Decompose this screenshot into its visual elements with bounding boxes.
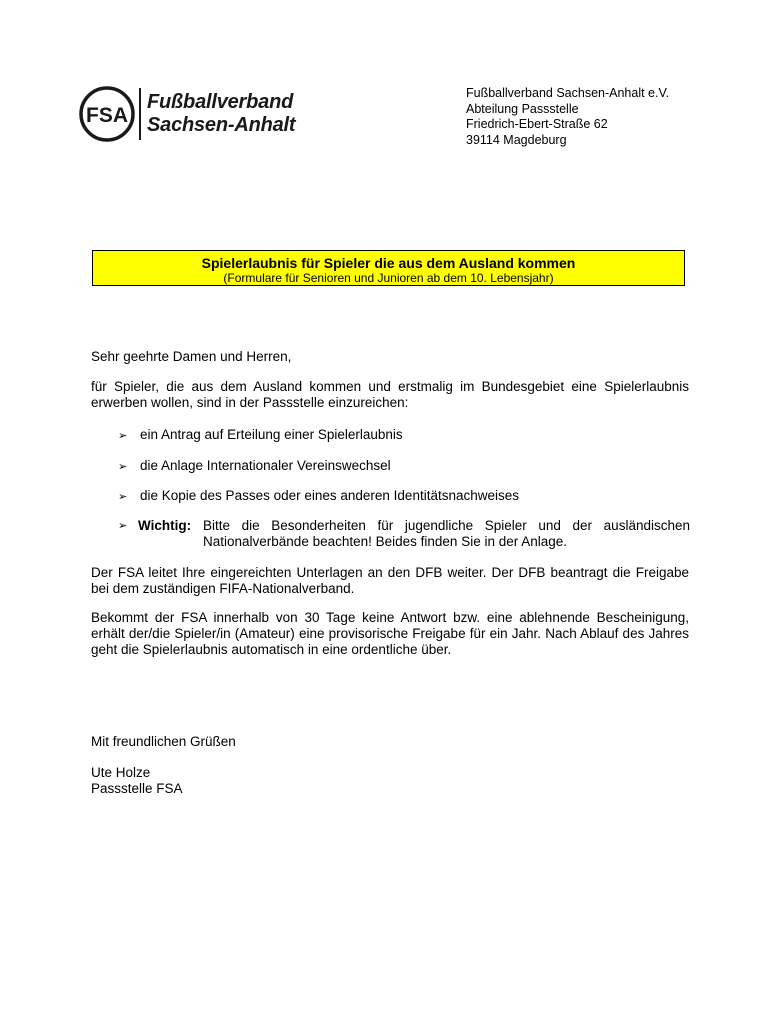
signature-department: Passstelle FSA (91, 781, 183, 796)
important-note (118, 518, 690, 550)
arrow-bullet-icon: ➢ (118, 430, 128, 442)
list-item (118, 488, 519, 505)
note-text: Bitte die Besonderheiten für jugendliche Spieler und der ausländischen Nationalverbände beachten! Beides finden Sie in der Anlage. (203, 518, 690, 549)
logo-mark: FSA (86, 104, 128, 127)
salutation: Sehr geehrte Damen und Herren, (91, 349, 292, 364)
fsa-emblem-icon (79, 86, 135, 142)
sender-address (466, 86, 669, 148)
paragraph-dfb: Der FSA leitet Ihre eingereichten Unterlagen an den DFB weiter. Der DFB beantragt die Freigabe bei dem zuständigen FIFA-Nationalverband. (91, 565, 689, 596)
closing: Mit freundlichen Grüßen (91, 734, 236, 749)
fsa-logo (79, 86, 319, 146)
arrow-bullet-icon: ➢ (118, 461, 128, 473)
list-item (118, 427, 403, 444)
paragraph-freigabe: Bekommt der FSA innerhalb von 30 Tage keine Antwort bzw. eine ablehnende Bescheinigung, erhält der/die Spieler/in (Amateur) eine provisorische Freigabe für ein Jahr. Nach Ablauf des Jahres geht die Spielerlaubnis automatisch in eine ordentliche über. (91, 610, 689, 657)
document-subtitle: (Formulare für Senioren und Junioren ab dem 10. Lebensjahr) (223, 271, 554, 285)
note-label: Wichtig: (138, 518, 192, 533)
list-item-text: die Anlage Internationaler Vereinswechsel (140, 458, 391, 473)
intro-paragraph: für Spieler, die aus dem Ausland kommen und erstmalig im Bundesgebiet eine Spielerlaubnis erwerben wollen, sind in der Passstelle einzureichen: (91, 379, 689, 410)
list-item (118, 458, 391, 475)
signature-name: Ute Holze (91, 765, 151, 780)
title-box (92, 250, 685, 286)
logo-divider (139, 88, 141, 140)
logo-wordmark (147, 91, 295, 137)
arrow-bullet-icon: ➢ (118, 520, 128, 532)
list-item-text: ein Antrag auf Erteilung einer Spielerlaubnis (140, 427, 403, 442)
arrow-bullet-icon: ➢ (118, 491, 128, 503)
logo-line-2: Sachsen-Anhalt (147, 114, 296, 136)
document-title: Spielerlaubnis für Spieler die aus dem Ausland kommen (201, 255, 576, 271)
list-item-text: die Kopie des Passes oder eines anderen Identitätsnachweises (140, 488, 519, 503)
logo-line-1: Fußballverband (147, 91, 294, 113)
address-line-2: Abteilung Passstelle (466, 101, 579, 116)
address-line-4: 39114 Magdeburg (466, 132, 567, 147)
address-line-1: Fußballverband Sachsen-Anhalt e.V. (466, 86, 670, 100)
address-line-3: Friedrich-Ebert-Straße 62 (466, 117, 608, 131)
